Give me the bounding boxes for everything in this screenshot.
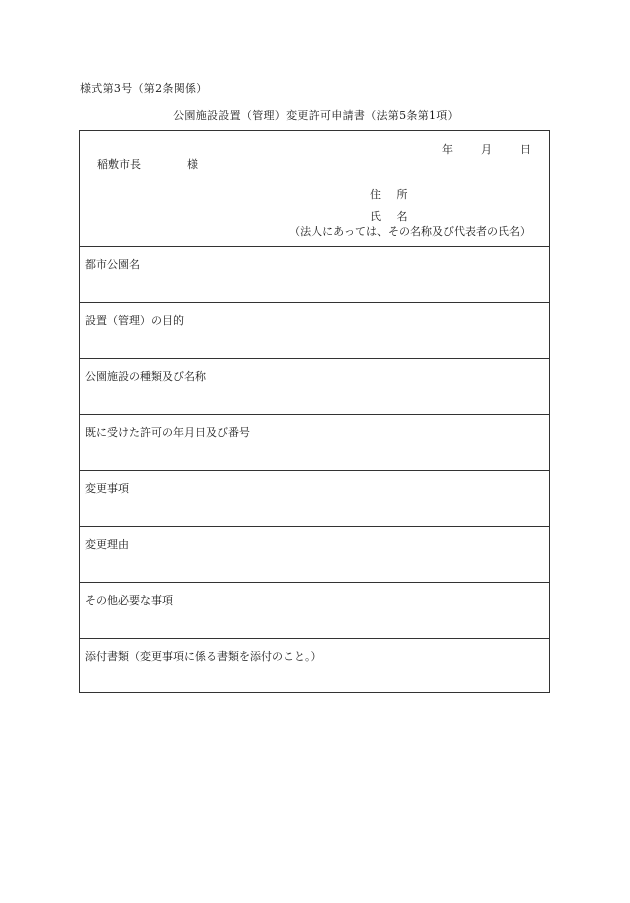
addressee-honorific: 様 xyxy=(187,158,198,171)
row-label: 設置（管理）の目的 xyxy=(85,314,184,327)
row-label: 公園施設の種類及び名称 xyxy=(85,370,206,383)
row-park-name[interactable] xyxy=(80,247,549,303)
addressee xyxy=(97,156,198,172)
addressee-name: 稲敷市長 xyxy=(97,158,141,171)
row-previous-permit[interactable] xyxy=(80,415,549,471)
row-label: 既に受けた許可の年月日及び番号 xyxy=(85,426,250,439)
name-label: 氏 名 xyxy=(370,210,414,223)
row-attachments[interactable] xyxy=(80,639,549,695)
row-change-reason[interactable] xyxy=(80,527,549,583)
header-section xyxy=(80,131,549,247)
row-change-items[interactable] xyxy=(80,471,549,527)
row-label: その他必要な事項 xyxy=(85,594,173,607)
form-number: 様式第3号（第2条関係） xyxy=(80,82,208,95)
form-title: 公園施設設置（管理）変更許可申請書（法第5条第1項） xyxy=(173,109,459,122)
address-label: 住 所 xyxy=(370,188,414,201)
date-line xyxy=(442,141,531,157)
row-label: 変更事項 xyxy=(85,482,129,495)
row-purpose[interactable] xyxy=(80,303,549,359)
date-month-label: 月 xyxy=(481,143,492,156)
row-other-matters[interactable] xyxy=(80,583,549,639)
application-form xyxy=(79,130,550,693)
date-year-label: 年 xyxy=(442,143,453,156)
row-label: 変更理由 xyxy=(85,538,129,551)
row-label: 添付書類（変更事項に係る書類を添付のこと。） xyxy=(85,650,322,663)
date-day-label: 日 xyxy=(520,143,531,156)
row-facility-type[interactable] xyxy=(80,359,549,415)
name-note: （法人にあっては、その名称及び代表者の氏名） xyxy=(289,225,531,238)
row-label: 都市公園名 xyxy=(85,258,140,271)
